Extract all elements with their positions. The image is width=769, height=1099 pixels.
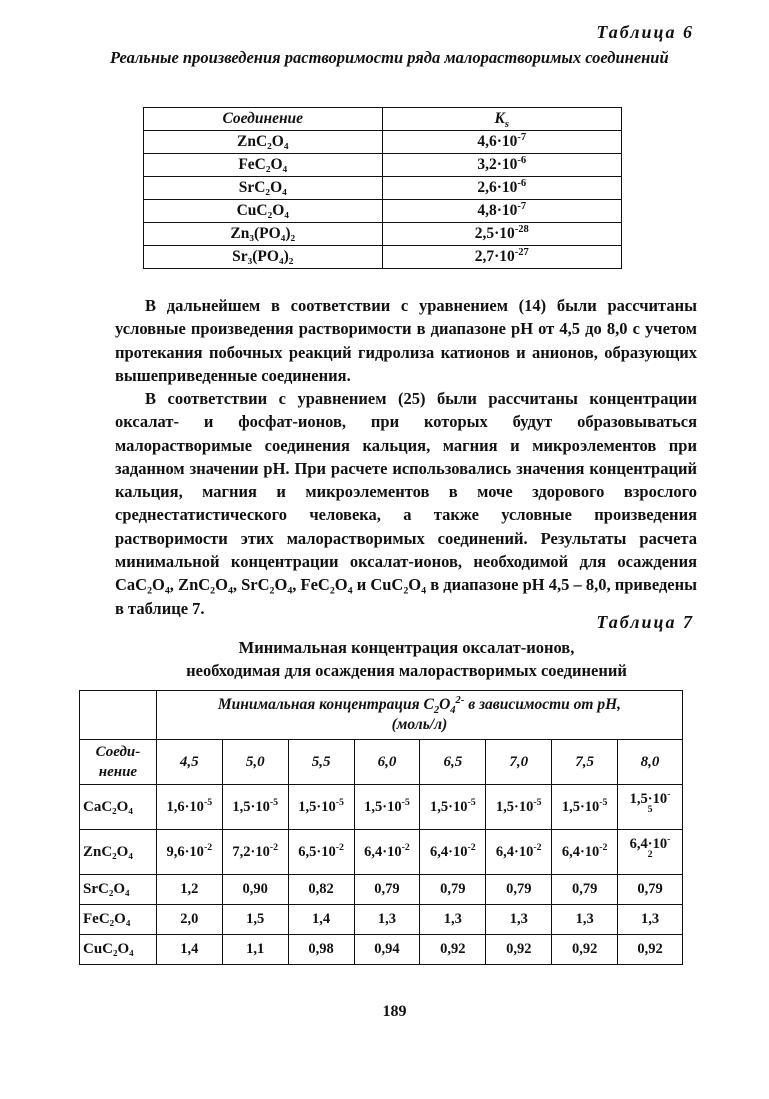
table7-ph-value: 8,0 [618, 740, 683, 785]
ks-mantissa: 2,6·10 [477, 179, 518, 196]
table7-value: 1,3 [420, 905, 486, 935]
table7-value: 1,5 [222, 905, 288, 935]
table7-value: 0,79 [552, 875, 618, 905]
table7-ph-value: 7,5 [552, 740, 618, 785]
table6 [143, 107, 622, 269]
table6-compound: ZnC₂O₄ [144, 131, 383, 154]
paragraph-1: В дальнейшем в соответствии с уравнением (14) были рассчитаны условные произведения растворимости в диапазоне pH от 4,5 до 8,0 с учетом протекания побочных реакций гидролиза катионов и анионов, образующих вышеприведенные соединения. [115, 296, 697, 385]
table7-value: 1,3 [552, 905, 618, 935]
table7-label: Таблица 7 [596, 612, 694, 632]
table7 [79, 690, 683, 965]
ks-mantissa: 2,7·10 [474, 248, 515, 265]
table6-row [144, 131, 622, 154]
table7-value [222, 830, 288, 875]
table7-ph-row [80, 740, 683, 785]
value-exponent: -2 [335, 841, 344, 853]
table6-row [144, 223, 622, 246]
table7-title-line2: необходимая для осаждения малорастворимых соединений [186, 661, 627, 680]
table7-value: 0,90 [222, 875, 288, 905]
table7-value: 0,94 [354, 935, 420, 965]
table7-value: 0,79 [420, 875, 486, 905]
table7-value: 1,3 [486, 905, 552, 935]
table7-ph-value: 6,0 [354, 740, 420, 785]
table7-value [420, 830, 486, 875]
table7-row [80, 875, 683, 905]
ks-exponent: -6 [517, 154, 527, 166]
value-exponent: -2 [269, 841, 279, 853]
table7-ph-value: 4,5 [156, 740, 222, 785]
value-mantissa: 1,5·10 [232, 798, 270, 815]
value-mantissa: 6,4·10 [430, 843, 468, 860]
table7-value: 0,98 [288, 935, 354, 965]
table6-header-row [144, 108, 622, 131]
table7-value: 1,2 [156, 875, 222, 905]
value-mantissa: 6,4·10 [561, 843, 600, 860]
table6-compound: FeC₂O₄ [144, 154, 383, 177]
value-mantissa: 1,5·10 [298, 798, 336, 815]
value-exponent: - [667, 789, 671, 801]
value-exponent: - [667, 834, 671, 846]
value-mantissa: 1,6·10 [166, 798, 204, 815]
table6-row [144, 200, 622, 223]
table7-row [80, 905, 683, 935]
table7-value [486, 785, 552, 830]
table6-ks-value [382, 131, 621, 154]
table7-ph-value: 5,0 [222, 740, 288, 785]
table7-value: 0,92 [618, 935, 683, 965]
ks-subscript: s [504, 119, 509, 131]
table6-compound: Zn₃(PO₄)₂ [144, 223, 383, 246]
table7-value [156, 785, 222, 830]
table7-value: 0,82 [288, 875, 354, 905]
value-mantissa: 1,5·10 [364, 798, 402, 815]
table7-value [486, 830, 552, 875]
table7-corner-cell [80, 691, 157, 740]
value-exponent: -2 [599, 841, 608, 853]
table6-ks-value [382, 223, 621, 246]
table7-value [618, 830, 683, 875]
table7-value [552, 830, 618, 875]
table6-ks-value [382, 246, 621, 269]
table7-value [354, 785, 420, 830]
ks-exponent: -27 [514, 246, 529, 258]
value-exponent: -5 [467, 796, 476, 808]
table7-value [552, 785, 618, 830]
table6-ks-value [382, 200, 621, 223]
table7-ph-value: 5,5 [288, 740, 354, 785]
value-exponent: -2 [467, 841, 476, 853]
value-exponent: -5 [401, 796, 410, 808]
table6-compound: Sr₃(PO₄)₂ [144, 246, 383, 269]
value-exponent-wrapped: 2 [647, 849, 653, 861]
table7-compound: SrC₂O₄ [80, 875, 157, 905]
table7-value [288, 830, 354, 875]
table6-caption: Реальные произведения растворимости ряда малорастворимых соединений [110, 48, 669, 67]
table7-header-unit: (моль/л) [391, 716, 448, 733]
ks-mantissa: 4,8·10 [477, 202, 518, 219]
table6-compound: SrC₂O₄ [144, 177, 383, 200]
table7-ph-value: 6,5 [420, 740, 486, 785]
ks-exponent: -6 [517, 177, 527, 189]
table7-value: 2,0 [156, 905, 222, 935]
value-mantissa: 7,2·10 [232, 843, 270, 860]
table7-value: 1,4 [288, 905, 354, 935]
paragraph-2: В соответствии с уравнением (25) были рассчитаны концентрации оксалат- и фосфат-ионов, при которых будут образовываться малорастворимые соединения кальция, магния и микроэлементов при заданном значении pH. При расчете использовались значения концентраций кальция, магния и микроэлементов в моче здорового взрослого среднестатистического человека, а также условные произведения растворимости этих малорастворимых соединений. Результаты расчета минимальной концентрации оксалат-ионов, необходимой для осаждения CaC₂O₄, ZnC₂O₄, SrC₂O₄, FeC₂O₄ и CuC₂O₄ в диапазоне pH 4,5 – 8,0, приведены в таблице 7. [115, 389, 698, 618]
table7-value: 1,1 [222, 935, 288, 965]
page-number: 189 [382, 1003, 407, 1020]
value-exponent: -2 [533, 841, 542, 853]
ks-exponent: -7 [517, 200, 527, 212]
table7-value [222, 785, 288, 830]
table6-header-compound: Соединение [144, 108, 383, 131]
value-exponent: -5 [203, 796, 213, 808]
table7-value: 1,3 [354, 905, 420, 935]
value-mantissa: 1,5·10 [629, 791, 668, 807]
table7-value: 1,3 [618, 905, 683, 935]
table7-row [80, 785, 683, 830]
table7-ph-value: 7,0 [486, 740, 552, 785]
table7-value: 0,92 [420, 935, 486, 965]
table7-compound-header: Соеди- нение [80, 740, 157, 785]
table7-compound: CaC₂O₄ [80, 785, 157, 830]
table7-row [80, 830, 683, 875]
table7-value [420, 785, 486, 830]
table7-value: 1,4 [156, 935, 222, 965]
value-exponent: -5 [533, 796, 542, 808]
table7-value: 0,79 [618, 875, 683, 905]
value-mantissa: 6,4·10 [495, 843, 534, 860]
table7-title-line1: Минимальная концентрация оксалат-ионов, [238, 638, 575, 657]
value-mantissa: 6,4·10 [364, 843, 402, 860]
table7-value [354, 830, 420, 875]
table7-compound: FeC₂O₄ [80, 905, 157, 935]
table6-row [144, 177, 622, 200]
table6-compound: CuC₂O₄ [144, 200, 383, 223]
table7-compound: CuC₂O₄ [80, 935, 157, 965]
table7-value [156, 830, 222, 875]
table6-ks-value [382, 177, 621, 200]
ks-exponent: -7 [517, 131, 527, 143]
ks-mantissa: 3,2·10 [477, 156, 518, 173]
table7-value: 0,92 [486, 935, 552, 965]
table7-value [288, 785, 354, 830]
table6-row [144, 154, 622, 177]
table7-value: 0,79 [354, 875, 420, 905]
value-exponent: -5 [335, 796, 344, 808]
table6-header-ks [382, 108, 621, 131]
table7-title [0, 636, 769, 682]
table6-row [144, 246, 622, 269]
ks-symbol: K [494, 110, 505, 127]
value-mantissa: 6,5·10 [298, 843, 336, 860]
value-exponent: -2 [203, 841, 213, 853]
table7-header-row [80, 691, 683, 740]
table7-header-concentration: Минимальная концентрация $C_2O_4^{2-}$ в зависимости от pH, (моль/л) [156, 691, 682, 740]
value-exponent: -5 [599, 796, 608, 808]
ks-mantissa: 2,5·10 [474, 225, 515, 242]
value-mantissa: 6,4·10 [629, 836, 668, 852]
value-exponent: -5 [269, 796, 279, 808]
value-mantissa: 9,6·10 [166, 843, 204, 860]
table7-compound: ZnC₂O₄ [80, 830, 157, 875]
table6-ks-value [382, 154, 621, 177]
value-exponent-wrapped: 5 [647, 804, 653, 816]
table7-row [80, 935, 683, 965]
value-mantissa: 1,5·10 [495, 798, 534, 815]
value-mantissa: 1,5·10 [430, 798, 468, 815]
value-exponent: -2 [401, 841, 410, 853]
ks-mantissa: 4,6·10 [477, 133, 518, 150]
table6-label: Таблица 6 [596, 22, 694, 42]
table7-value: 0,92 [552, 935, 618, 965]
table7-value: 0,79 [486, 875, 552, 905]
value-mantissa: 1,5·10 [561, 798, 600, 815]
ks-exponent: -28 [514, 223, 529, 235]
table7-value [618, 785, 683, 830]
